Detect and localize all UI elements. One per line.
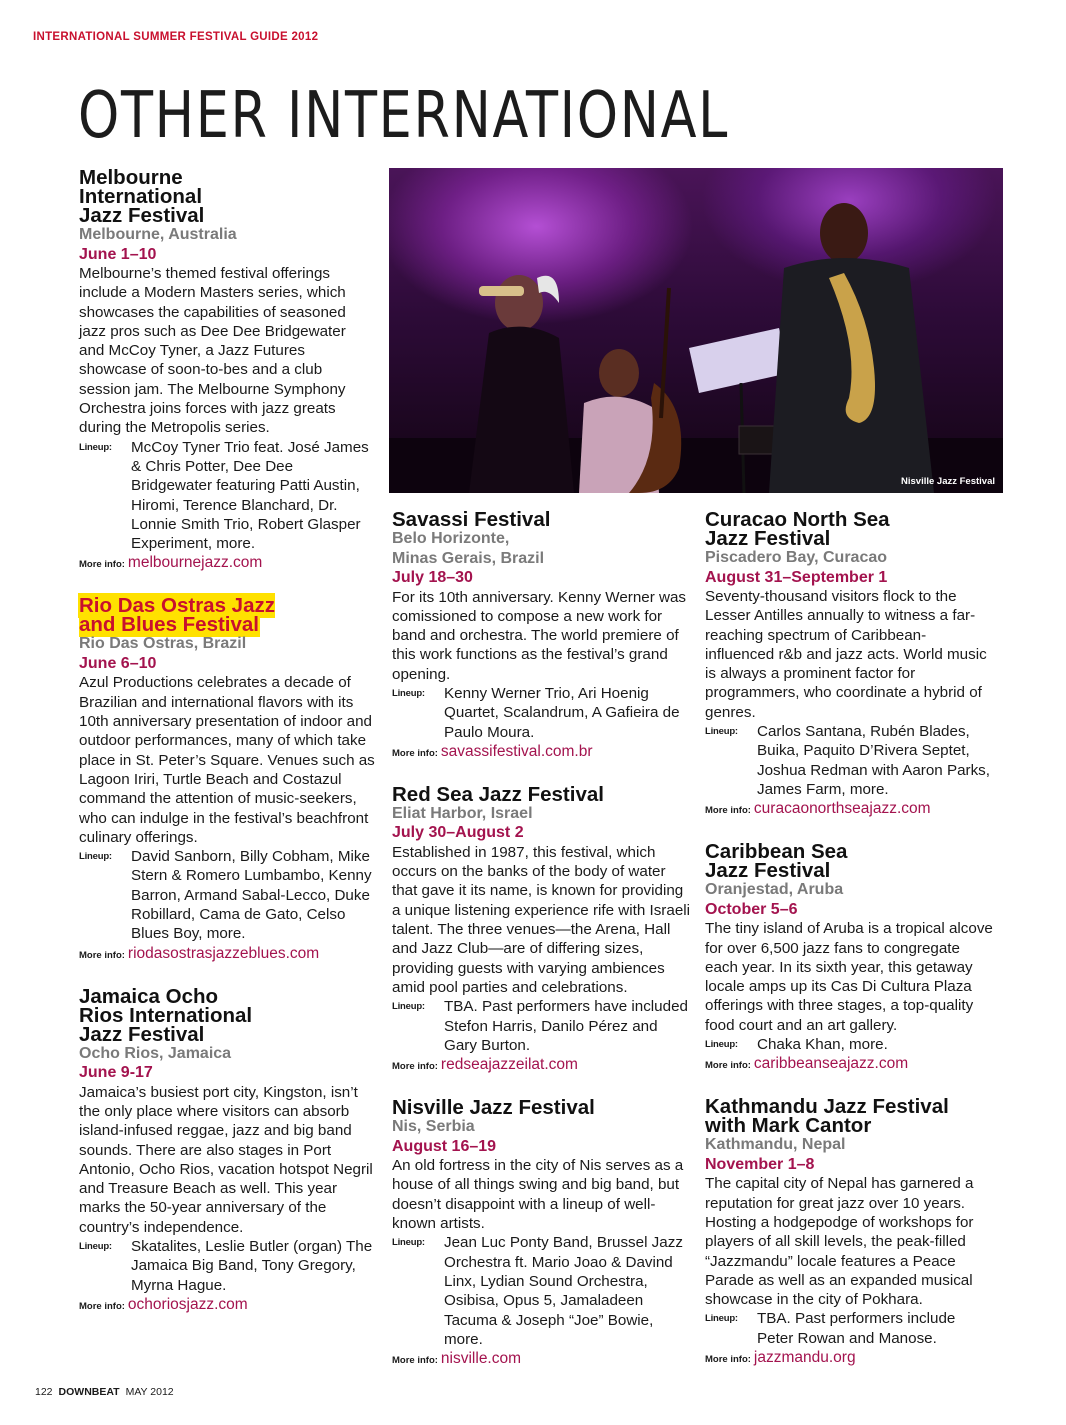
festival-name: Kathmandu Jazz Festival with Mark Cantor	[705, 1095, 949, 1138]
festival-name: Nisville Jazz Festival	[392, 1096, 595, 1120]
festival-description: The tiny island of Aruba is a tropical alcove for over 6,500 jazz fans to congregate each year. In its sixth year, this getaway locale amps up its Cas Di Cultura Plaza offerings with three stages, a top-quality food court and an art gallery.	[705, 920, 993, 1034]
festival-entry-savassi	[392, 510, 690, 761]
festival-url-link[interactable]: caribbeanseajazz.com	[753, 1055, 909, 1073]
lineup-label: Lineup:	[79, 1240, 112, 1252]
festival-name: Melbourne International Jazz Festival	[79, 166, 205, 227]
festival-dates: July 18–30	[392, 569, 473, 586]
festival-entry-curacao	[705, 510, 995, 818]
trumpet-player-body	[469, 327, 574, 493]
more-info-label: More info:	[392, 1061, 438, 1073]
section-kicker: INTERNATIONAL SUMMER FESTIVAL GUIDE 2012	[33, 31, 319, 43]
more-info	[392, 1056, 690, 1074]
more-info	[705, 1349, 995, 1367]
more-info-label: More info:	[79, 1300, 125, 1312]
column-right	[705, 510, 995, 1391]
page-number: 122	[35, 1386, 53, 1398]
festival-name: Red Sea Jazz Festival	[392, 782, 604, 806]
more-info	[79, 1296, 375, 1314]
page-footer	[35, 1386, 174, 1398]
lineup-label: Lineup:	[705, 1039, 738, 1051]
trumpet-player-head	[495, 275, 543, 331]
festival-name: Savassi Festival	[392, 508, 551, 531]
festival-lineup	[705, 1309, 995, 1348]
festival-dates: August 31–September 1	[705, 568, 888, 586]
more-info-label: More info:	[79, 949, 125, 961]
festival-dates: June 9-17	[79, 1064, 153, 1082]
concert-photo	[384, 168, 1003, 493]
festival-url-link[interactable]: ochoriosjazz.com	[127, 1295, 248, 1313]
more-info	[79, 554, 375, 572]
lineup-text: TBA. Past performers have included Stefon Harris, Danilo Pérez and Gary Burton.	[444, 998, 688, 1054]
festival-entry-caribbean-sea	[705, 842, 995, 1073]
festival-entry-jamaica	[79, 984, 375, 1314]
festival-url-link[interactable]: nisville.com	[440, 1350, 522, 1368]
festival-url-link[interactable]: riodasostrasjazzeblues.com	[127, 944, 320, 962]
lineup-label: Lineup:	[705, 1313, 738, 1325]
more-info-label: More info:	[79, 559, 125, 571]
more-info-label: More info:	[705, 805, 751, 817]
music-stand-sheet	[689, 328, 789, 393]
festival-description: Jamaica’s busiest port city, Kingston, isn’t the only place where visitors can absorb island-infused reggae, jazz and big band sounds. There are also stages in Port Antonio, Ocho Rios, vacation hotspot Negril and Treasure Beach as well. This year marks the 50-year anniversary of the country’s independence.	[79, 1083, 373, 1236]
more-info	[392, 743, 690, 761]
festival-location: Belo Horizonte, Minas Gerais, Brazil	[392, 530, 545, 567]
more-info-label: More info:	[392, 747, 438, 759]
festival-dates: July 30–August 2	[392, 824, 524, 842]
festival-url-link[interactable]: melbournejazz.com	[127, 554, 263, 572]
festival-url-link[interactable]: redseajazzeilat.com	[440, 1056, 578, 1074]
festival-dates: August 16–19	[392, 1137, 497, 1155]
festival-dates: November 1–8	[705, 1155, 815, 1173]
festival-description: The capital city of Nepal has garnered a reputation for great jazz over 10 years. Hosting a hodgepodge of workshops for players of all skill levels, the peak-filled “Jazzmandu” locale features a Peace Parade as well as an expanded musical showcase in the city of Pokhara.	[705, 1175, 974, 1309]
lineup-text: Carlos Santana, Rubén Blades, Buika, Paquito D’Rivera Septet, Joshua Redman with Aaron Parks, James Farm, more.	[757, 723, 990, 798]
magazine-name: DOWNBEAT	[58, 1386, 120, 1398]
festival-location: Nis, Serbia	[392, 1118, 475, 1136]
issue-date: MAY 2012	[125, 1386, 174, 1398]
festival-location: Kathmandu, Nepal	[705, 1136, 846, 1154]
photo-caption: Nisville Jazz Festival	[901, 476, 995, 487]
festival-name-highlighted	[79, 594, 375, 637]
festival-lineup	[705, 722, 995, 799]
festival-entry-kathmandu	[705, 1097, 995, 1367]
festival-dates: October 5–6	[705, 900, 798, 918]
festival-description: For its 10th anniversary. Kenny Werner was comissioned to compose a new work for band and orchestra. The world premiere of this work functions as the festival’s grand opening.	[392, 588, 687, 683]
festival-name: Curacao North Sea Jazz Festival	[705, 508, 890, 550]
festival-url-link[interactable]: jazzmandu.org	[753, 1349, 856, 1367]
festival-lineup	[79, 1237, 375, 1295]
more-info	[79, 945, 375, 963]
festival-lineup	[79, 438, 375, 554]
festival-description: An old fortress in the city of Nis serves as a house of all things swing and big band, but doesn’t disappoint with a lineup of well-known artists.	[392, 1157, 684, 1233]
festival-dates: June 6–10	[79, 654, 157, 672]
festival-name: Jamaica Ocho Rios International Jazz Festival	[79, 984, 253, 1046]
festival-location: Piscadero Bay, Curacao	[705, 549, 888, 566]
more-info-label: More info:	[705, 1354, 751, 1366]
lineup-text: Jean Luc Ponty Band, Brussel Jazz Orchestra ft. Mario Joao & Davind Linx, Lydian Sound Orchestra, Osibisa, Opus 5, Jamaladeen Tacuma & Joseph “Joe” Bowie, more.	[444, 1234, 683, 1348]
festival-dates: June 1–10	[79, 245, 157, 263]
festival-lineup	[392, 997, 690, 1055]
festival-url-link[interactable]: curacaonorthseajazz.com	[753, 800, 931, 818]
lineup-label: Lineup:	[79, 851, 112, 863]
more-info	[392, 1350, 690, 1368]
festival-lineup	[79, 847, 375, 943]
festival-lineup	[392, 1233, 690, 1349]
festival-lineup	[392, 684, 690, 742]
festival-entry-nisville	[392, 1098, 690, 1368]
photo-credit: D.M. CARI	[384, 449, 391, 483]
festival-lineup	[705, 1035, 995, 1054]
lineup-text: TBA. Past performers include Peter Rowan and Manose.	[757, 1310, 956, 1347]
festival-description: Melbourne’s themed festival offerings include a Modern Masters series, which showcases the capabilities of seasoned jazz pros such as Dee Dee Bridgewater and McCoy Tyner, a Jazz Futures showcase of soon-to-bes and a club session jam. The Melbourne Symphony Orchestra joins forces with jazz greats during the Metropolis series.	[79, 265, 346, 437]
lineup-label: Lineup:	[705, 726, 738, 738]
festival-url-link[interactable]: savassifestival.com.br	[440, 742, 593, 760]
musicians-illustration	[389, 168, 1003, 493]
highlighted-text: Rio Das Ostras Jazz and Blues Festival	[79, 594, 275, 637]
trumpet	[479, 286, 524, 296]
page-title: OTHER INTERNATIONAL	[78, 79, 730, 153]
bassist-head	[599, 349, 639, 397]
lineup-text: David Sanborn, Billy Cobham, Mike Stern & Romero Lumbambo, Kenny Barron, Armand Sabal-Lecco, Duke Robillard, Cama de Gato, Celso Blues Boy, more.	[131, 848, 372, 943]
lineup-label: Lineup:	[392, 1001, 425, 1013]
more-info-label: More info:	[705, 1060, 751, 1072]
more-info-label: More info:	[392, 1355, 438, 1367]
festival-location: Oranjestad, Aruba	[705, 881, 844, 899]
column-left	[79, 168, 375, 1338]
lineup-text: Chaka Khan, more.	[757, 1036, 888, 1054]
saxophonist-head	[820, 203, 868, 263]
more-info	[705, 1055, 995, 1073]
column-middle	[392, 510, 690, 1392]
lineup-text: Kenny Werner Trio, Ari Hoenig Quartet, Scalandrum, A Gafieira de Paulo Moura.	[444, 684, 680, 741]
festival-entry-rio-das-ostras	[79, 596, 375, 962]
more-info	[705, 800, 995, 818]
festival-location: Ocho Rios, Jamaica	[79, 1044, 232, 1062]
lineup-text: Skatalites, Leslie Butler (organ) The Jamaica Big Band, Tony Gregory, Myrna Hague.	[131, 1237, 373, 1294]
festival-description: Established in 1987, this festival, which occurs on the banks of the body of water that gave it its name, is known for providing a unique listening experience rife with Israeli talent. The three venues—the Arena, Hall and Jazz Club—are of differing sizes, providing guests with varying ambiences amid pool parties and celebrations.	[392, 843, 691, 996]
festival-location: Rio Das Ostras, Brazil	[79, 635, 247, 653]
lineup-label: Lineup:	[392, 1237, 425, 1249]
festival-name: Caribbean Sea Jazz Festival	[705, 840, 848, 883]
festival-entry-melbourne	[79, 168, 375, 572]
festival-description: Azul Productions celebrates a decade of Brazilian and international flavors with its 10th anniversary presentation of indoor and outdoor performances, many of which take place in St. Peter’s Square. Venues such as Lagoon Iriri, Turtle Beach and Costazul command the attention of music-seekers, who can indulge in the festival’s beachfront culinary offerings.	[79, 674, 375, 846]
lineup-text: McCoy Tyner Trio feat. José James & Chris Potter, Dee Dee Bridgewater featuring Patti Austin, Hiromi, Terence Blanchard, Dr. Lonnie Smith Trio, Robert Glasper Experiment, more.	[131, 438, 369, 553]
festival-entry-red-sea	[392, 782, 691, 1074]
festival-description: Seventy-thousand visitors flock to the Lesser Antilles annually to witness a far-reaching spectrum of Caribbean-influenced r&b and jazz acts. World music is always a prominent factor for programmers, who coordinate a hybrid of genres.	[705, 588, 987, 721]
lineup-label: Lineup:	[79, 441, 112, 453]
festival-location: Melbourne, Australia	[79, 226, 237, 243]
festival-location: Eliat Harbor, Israel	[392, 804, 533, 822]
lineup-label: Lineup:	[392, 687, 425, 699]
